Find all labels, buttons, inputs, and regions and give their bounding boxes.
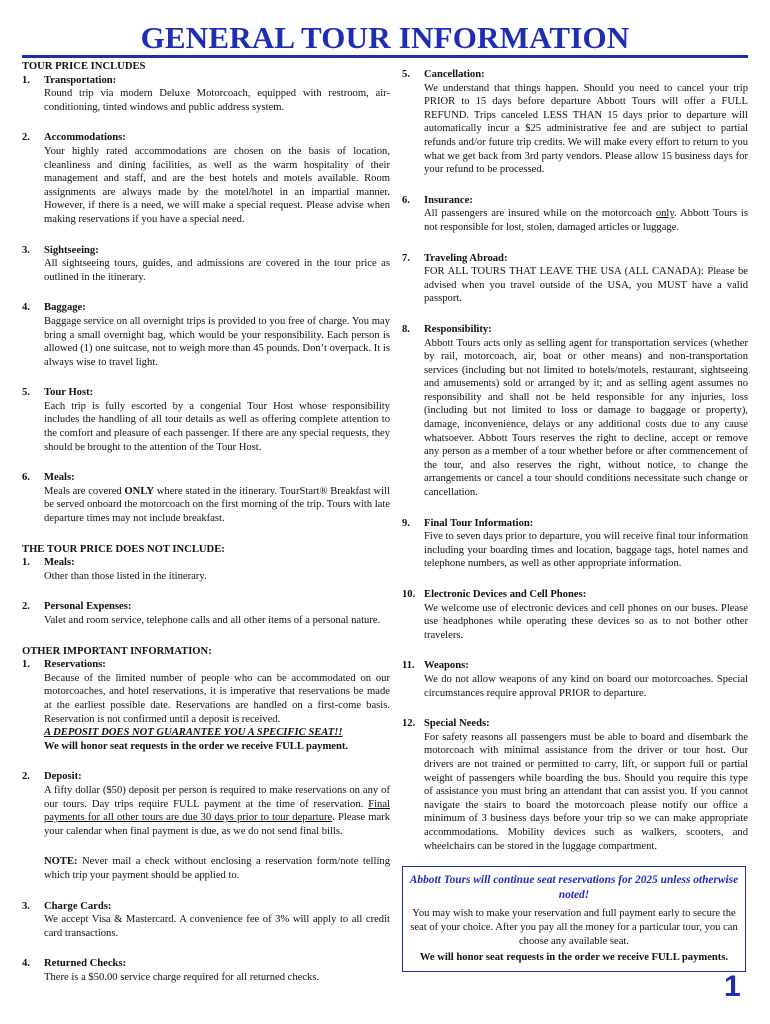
item-number: 6. — [22, 472, 30, 484]
item-number: 3. — [22, 244, 30, 256]
item-body: FOR ALL TOURS THAT LEAVE THE USA (ALL CANADA): Please be advised when you travel outside of the USA, you MUST have a valid passport. — [424, 266, 748, 305]
item-body: Meals are covered ONLY where stated in the itinerary. TourStart® Breakfast will be served onboard the motorcoach on the first morning of the trip. Tours with late departure times may not include breakfast. — [44, 485, 390, 525]
item-body: We understand that things happen. Should you need to cancel your trip PRIOR to 15 days before departure Abbott Tours will offer a FULL REFUND. Trips canceled LESS THAN 15 days prior to departure will automatically incur a $25 administrative fee and are subject to partial refunds and/or future trip credits. We will make every effort to return to you what we get back from 3rd party vendors. Please allow 15 business days for your refund to be processed. — [424, 82, 748, 176]
page-number: 1 — [724, 970, 741, 1003]
item-number: 5. — [22, 387, 30, 399]
item-cancellation — [402, 68, 748, 177]
item-title: Deposit: — [44, 771, 82, 783]
item-title: Cancellation: — [424, 69, 485, 80]
item-number: 2. — [22, 771, 30, 783]
item-body: We welcome use of electronic devices and cell phones on our buses. Please use headphones while operating these devices so as to not bother other travelers. — [424, 602, 748, 641]
item-body: For safety reasons all passengers must be able to board and disembark the motorcoach with minimal assistance from the driver or tour host. Our drivers are not trained or permitted to carry, lift, or support full or partial weight of passengers while boarding the bus. Should you require this type of assistance you must bring an attendant that can assist you. If you cannot navigate the stairs to board the motorcoach please notify our office a minimum of 3 business days before your trip so we can make appropriate accommodations. Mobility devices such as walkers, scooters, and wheelchairs can be stored in the luggage compartment. — [424, 731, 748, 852]
item-title: Personal Expenses: — [44, 601, 132, 613]
item-title: Final Tour Information: — [424, 517, 534, 529]
item-title: Sightseeing: — [44, 244, 99, 256]
other-item-charge-cards — [22, 900, 390, 941]
excludes-heading: THE TOUR PRICE DOES NOT INCLUDE: — [22, 543, 225, 555]
item-title: Responsibility: — [424, 323, 492, 335]
includes-heading: TOUR PRICE INCLUDES — [22, 61, 146, 72]
item-final-tour-information — [402, 517, 748, 571]
seat-reservation-notice-box — [402, 866, 746, 972]
item-number: 2. — [22, 132, 30, 144]
page-title: GENERAL TOUR INFORMATION — [140, 20, 630, 55]
item-special-needs — [402, 717, 748, 853]
item-body: All sightseeing tours, guides, and admissions are covered in the tour price as outlined in the itinerary. — [44, 258, 390, 283]
item-body: We do not allow weapons of any kind on board our motorcoaches. Special circumstances require approval PRIOR to departure. — [424, 673, 748, 699]
other-item-returned-checks — [22, 957, 390, 984]
item-weapons — [402, 659, 748, 700]
left-column — [22, 60, 390, 984]
item-title: Weapons: — [424, 660, 469, 672]
item-title: Reservations: — [44, 659, 106, 671]
notice-heading: Abbott Tours will continue seat reservations for 2025 unless otherwise noted! — [409, 874, 739, 901]
item-body: There is a $50.00 service charge required for all returned checks. — [44, 971, 320, 983]
item-number: 1. — [22, 74, 30, 86]
item-body: We accept Visa & Mastercard. A convenience fee of 3% will apply to all credit card transactions. — [44, 914, 390, 939]
include-item-sightseeing — [22, 244, 390, 285]
item-body: Each trip is fully escorted by a congenial Tour Host whose responsibility includes the handling of all tour details as well as offering complete attention to the comfort and pleasure of each passenger. If there are any special requests, they should be brought to the attention of the Tour Host. — [44, 400, 390, 453]
item-number: 7. — [402, 252, 410, 264]
item-title: Traveling Abroad: — [424, 252, 508, 264]
item-number: 2. — [22, 601, 30, 613]
item-title: Insurance: — [424, 194, 473, 206]
item-body: Five to seven days prior to departure, you will receive final tour information including your boarding times and location, baggage tags, hotel names and telephone numbers, as well as other appropriate information. — [424, 531, 748, 570]
item-body: A fifty dollar ($50) deposit per person is required to make reservations on any of our tours. Day trips require FULL payment at the time of reservation. Final payments for all other tours are due 30 days prior to tour departure. Please mark your calendar when final payment is due, as we do not send final bills. — [44, 784, 390, 837]
other-item-deposit — [22, 770, 390, 838]
item-body: Abbott Tours acts only as selling agent for transportation services (whether by rail, motorcoach, air, boat or other means) and non-transportation services (including but not limited to hotels/motels, restaurant, sightseeing and amusements) sold or arranged by it; and as selling agent assumes no responsibility and shall not be held responsible for any injuries, loss (including but not limited to loss or damage to baggage or property), damage, inconvenience, delays or any additional costs due to any cause whatsoever. Abbott Tours reserves the right to decline, accept or remove any person as a member of a tour whether before or after commencement of the tour, and also reserves the right, without notice, to change the arrangements or cancel a tour should conditions necessitate such change or cancellation. — [424, 337, 748, 499]
item-number: 10. — [402, 589, 416, 600]
include-item-transportation — [22, 74, 390, 115]
item-traveling-abroad — [402, 252, 748, 306]
note: NOTE: Never mail a check without enclosing a reservation form/note telling which trip your payment should be applied to. — [44, 856, 390, 881]
item-body: Baggage service on all overnight trips is provided to you free of charge. You may bring a small overnight bag, which would be your responsibility. Each person is allowed (1) one suitcase, not to weigh more than 45 pounds. Don’t overpack. It is always wise to travel light. — [44, 315, 390, 368]
item-title: Meals: — [44, 557, 75, 569]
item-title: Returned Checks: — [44, 958, 127, 970]
item-title: Meals: — [44, 472, 75, 484]
honor-seat-requests: We will honor seat requests in the order we receive FULL payment. — [44, 740, 349, 752]
item-title: Tour Host: — [44, 387, 94, 399]
item-body: All passengers are insured while on the motorcoach only. Abbott Tours is not responsible for lost, stolen, damaged articles or luggage. — [424, 208, 749, 233]
deposit-warning: A DEPOSIT DOES NOT GUARANTEE YOU A SPECIFIC SEAT!! — [44, 727, 343, 739]
exclude-item-meals — [22, 556, 390, 583]
item-number: 4. — [22, 958, 30, 970]
item-number: 6. — [402, 194, 410, 206]
include-item-baggage — [22, 301, 390, 369]
item-title: Baggage: — [44, 302, 86, 314]
item-title: Special Needs: — [424, 718, 490, 730]
item-number: 1. — [22, 659, 30, 671]
item-body: Other than those listed in the itinerary. — [44, 570, 207, 582]
item-title: Accommodations: — [44, 132, 126, 144]
item-number: 12. — [402, 718, 416, 730]
item-number: 4. — [22, 302, 30, 314]
item-body: Valet and room service, telephone calls and all other items of a personal nature. — [44, 615, 381, 626]
item-title: Transportation: — [44, 74, 117, 86]
item-number: 5. — [402, 69, 410, 80]
other-item-reservations — [22, 658, 390, 753]
include-item-tour-host — [22, 386, 390, 454]
include-item-accommodations — [22, 131, 390, 226]
include-item-meals — [22, 471, 390, 525]
item-body: Because of the limited number of people who can be accommodated on our motorcoaches, and hotel reservations, it is imperative that reservations be made at the earliest possible date. Reservations are handled on a first-come basis. Reservation is not confirmed until a deposit is received. — [44, 672, 390, 725]
item-number: 11. — [402, 660, 415, 672]
notice-bold: We will honor seat requests in the order we receive FULL payments. — [419, 952, 729, 963]
item-title: Charge Cards: — [44, 900, 112, 912]
item-insurance — [402, 194, 748, 235]
notice-body: You may wish to make your reservation and full payment early to secure the seat of your choice. After you pay all the money for a particular tour, you can choose any available seat. — [410, 908, 738, 947]
right-column — [402, 68, 748, 853]
item-number: 8. — [402, 323, 410, 335]
item-body: Your highly rated accommodations are chosen on the basis of location, cleanliness and dining facilities, as well as the warm hospitality of their management and staff, and are the best hotels and motels available. Room assignments are always made by the motel/hotel in an impartial manner. However, if there is a need, we will make a special request. Please advise when making reservations if you have a special need. — [44, 145, 390, 225]
item-responsibility — [402, 323, 748, 500]
other-heading: OTHER IMPORTANT INFORMATION: — [22, 645, 212, 657]
item-number: 3. — [22, 900, 30, 912]
item-title: Electronic Devices and Cell Phones: — [424, 589, 587, 600]
item-electronic-devices — [402, 588, 748, 642]
item-number: 9. — [402, 517, 410, 529]
item-number: 1. — [22, 557, 30, 569]
title-rule — [22, 55, 748, 58]
item-body: Round trip via modern Deluxe Motorcoach, equipped with restroom, air-conditioning, tinted windows and public address system. — [44, 88, 390, 113]
exclude-item-personal-expenses — [22, 600, 390, 627]
